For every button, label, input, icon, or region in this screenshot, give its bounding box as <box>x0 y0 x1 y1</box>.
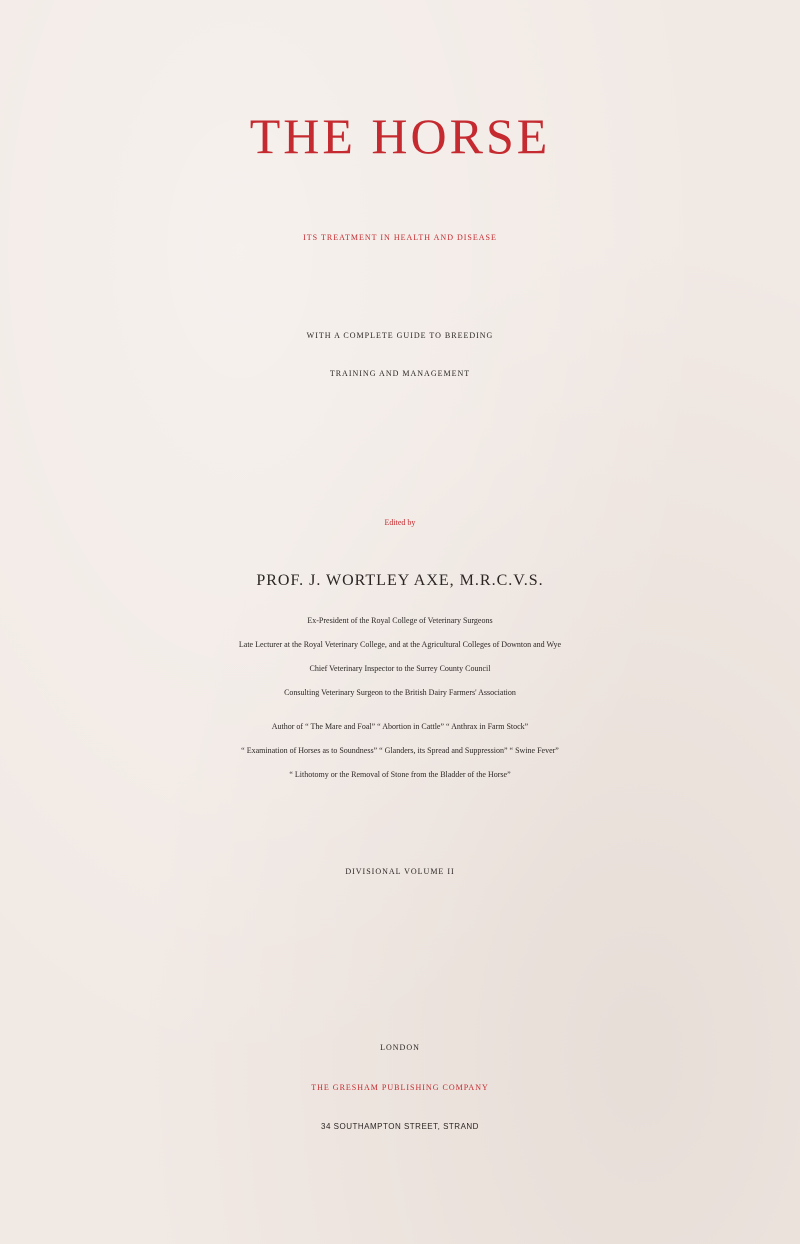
book-title: THE HORSE <box>249 108 551 164</box>
editor-name: PROF. J. WORTLEY AXE, M.R.C.V.S. <box>256 572 544 589</box>
imprint-city: LONDON <box>380 1043 420 1052</box>
imprint-address: 34 SOUTHAMPTON STREET, STRAND <box>321 1122 479 1131</box>
works-line: Author of “ The Mare and Foal” “ Abortion in Cattle” “ Anthrax in Farm Stock” <box>271 722 529 731</box>
credential-line: Chief Veterinary Inspector to the Surrey County Council <box>309 664 491 673</box>
book-subtitle: ITS TREATMENT IN HEALTH AND DISEASE <box>303 233 497 242</box>
credential-line: Consulting Veterinary Surgeon to the British Dairy Farmers' Association <box>284 688 516 697</box>
credential-line: Ex-President of the Royal College of Veterinary Surgeons <box>307 616 493 625</box>
imprint-publisher: THE GRESHAM PUBLISHING COMPANY <box>311 1083 489 1092</box>
edited-by-label: Edited by <box>384 518 416 527</box>
works-line: “ Lithotomy or the Removal of Stone from the Bladder of the Horse” <box>289 770 511 779</box>
credential-line: Late Lecturer at the Royal Veterinary College, and at the Agricultural Colleges of Downton and Wye <box>238 640 562 649</box>
works-line: “ Examination of Horses as to Soundness” “ Glanders, its Spread and Suppression” “ Swine Fever” <box>241 746 559 755</box>
guide-line-1: WITH A COMPLETE GUIDE TO BREEDING <box>306 331 494 340</box>
guide-line-2: TRAINING AND MANAGEMENT <box>329 369 471 378</box>
volume-label: DIVISIONAL VOLUME II <box>345 867 455 876</box>
